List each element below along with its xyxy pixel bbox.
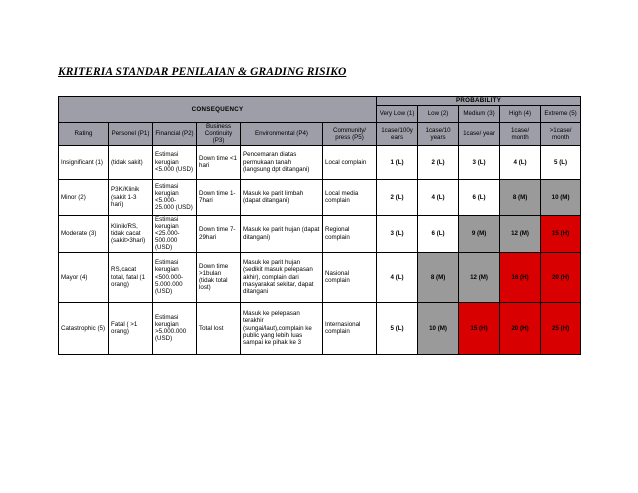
business-continuity-cell: Down time >1bulan (tidak total lost) — [197, 252, 241, 302]
prob-desc-high: 1case/ month — [500, 123, 541, 146]
risk-score-cell: 3 (L) — [459, 145, 500, 179]
document-title: KRITERIA STANDAR PENILAIAN & GRADING RISIKO — [58, 66, 347, 78]
business-continuity-cell: Down time 7-29hari — [197, 215, 241, 252]
risk-score-cell: 20 (H) — [541, 252, 581, 302]
prob-level-extreme: Extreme (5) — [541, 106, 581, 123]
table-row — [59, 215, 581, 252]
financial-cell: Estimasi kerugian >5.000.000 (USD) — [153, 302, 197, 354]
risk-score-cell: 8 (M) — [418, 252, 459, 302]
environmental-cell: Masuk ke parit hujan (dapat ditangani) — [241, 215, 323, 252]
table-row — [59, 179, 581, 215]
personel-cell: P3K/Klinik (sakit 1-3 hari) — [109, 179, 153, 215]
business-continuity-cell: Total lost — [197, 302, 241, 354]
community-cell: Local complain — [323, 145, 377, 179]
risk-score-cell: 4 (L) — [418, 179, 459, 215]
prob-desc-medium: 1case/ year — [459, 123, 500, 146]
col-header-environmental: Environmental (P4) — [241, 123, 323, 146]
rating-cell: Insignificant (1) — [59, 145, 109, 179]
community-cell: Internasional complain — [323, 302, 377, 354]
risk-matrix-table — [58, 96, 581, 355]
financial-cell: Estimasi kerugian <5.000-25.000 (USD) — [153, 179, 197, 215]
risk-score-cell: 6 (L) — [459, 179, 500, 215]
risk-score-cell: 16 (H) — [500, 252, 541, 302]
prob-desc-very-low: 1case/100y ears — [377, 123, 418, 146]
risk-score-cell: 12 (M) — [500, 215, 541, 252]
risk-score-cell: 2 (L) — [418, 145, 459, 179]
rating-cell: Mayor (4) — [59, 252, 109, 302]
table-row — [59, 145, 581, 179]
risk-score-cell: 15 (H) — [541, 215, 581, 252]
prob-level-low: Low (2) — [418, 106, 459, 123]
col-header-personel: Personel (P1) — [109, 123, 153, 146]
prob-level-very-low: Very Low (1) — [377, 106, 418, 123]
business-continuity-cell: Down time 1-7hari — [197, 179, 241, 215]
prob-level-high: High (4) — [500, 106, 541, 123]
consequence-header: CONSEQUENCY — [59, 97, 377, 123]
personel-cell: (tidak sakit) — [109, 145, 153, 179]
risk-score-cell: 2 (L) — [377, 179, 418, 215]
col-header-financial: Financial (P2) — [153, 123, 197, 146]
table-row — [59, 252, 581, 302]
financial-cell: Estimasi kerugian <25.000-500.000 (USD) — [153, 215, 197, 252]
probability-header: PROBABILITY — [377, 97, 581, 106]
risk-score-cell: 5 (L) — [541, 145, 581, 179]
environmental-cell: Masuk ke parit hujan (sedikit masuk pelepasan akhir), complain dari masyarakat sekitar, dapat ditangani — [241, 252, 323, 302]
risk-score-cell: 5 (L) — [377, 302, 418, 354]
risk-score-cell: 1 (L) — [377, 145, 418, 179]
rating-cell: Catastrophic (5) — [59, 302, 109, 354]
personel-cell: RS,cacat total, fatal (1 orang) — [109, 252, 153, 302]
risk-score-cell: 4 (L) — [377, 252, 418, 302]
risk-score-cell: 8 (M) — [500, 179, 541, 215]
risk-score-cell: 25 (H) — [541, 302, 581, 354]
risk-score-cell: 4 (L) — [500, 145, 541, 179]
col-header-business: Business Continuity (P3) — [197, 123, 241, 146]
community-cell: Nasional complain — [323, 252, 377, 302]
personel-cell: Fatal ( >1 orang) — [109, 302, 153, 354]
risk-score-cell: 10 (M) — [418, 302, 459, 354]
prob-desc-low: 1case/10 years — [418, 123, 459, 146]
col-header-community: Community/ press (P5) — [323, 123, 377, 146]
community-cell: Local media complain — [323, 179, 377, 215]
financial-cell: Estimasi kerugian <5.000 (USD) — [153, 145, 197, 179]
environmental-cell: Masuk ke parit limbah (dapat ditangani) — [241, 179, 323, 215]
environmental-cell: Masuk ke pelepasan terakhir (sungai/laut),complain ke public yang lebih luas sampai ke pihak ke 3 — [241, 302, 323, 354]
financial-cell: Estimasi kerugian <500.000- 5.000.000 (USD) — [153, 252, 197, 302]
risk-score-cell: 15 (H) — [459, 302, 500, 354]
personel-cell: Klinik/RS, tidak cacat (sakit>3hari) — [109, 215, 153, 252]
business-continuity-cell: Down time <1 hari — [197, 145, 241, 179]
risk-score-cell: 12 (M) — [459, 252, 500, 302]
col-header-rating: Rating — [59, 123, 109, 146]
risk-score-cell: 6 (L) — [418, 215, 459, 252]
risk-score-cell: 20 (H) — [500, 302, 541, 354]
risk-score-cell: 3 (L) — [377, 215, 418, 252]
risk-score-cell: 10 (M) — [541, 179, 581, 215]
prob-desc-extreme: >1case/ month — [541, 123, 581, 146]
table-row — [59, 302, 581, 354]
prob-level-medium: Medium (3) — [459, 106, 500, 123]
rating-cell: Minor (2) — [59, 179, 109, 215]
risk-score-cell: 9 (M) — [459, 215, 500, 252]
environmental-cell: Pencemaran diatas permukaan tanah (langsung dpt ditangani) — [241, 145, 323, 179]
rating-cell: Moderate (3) — [59, 215, 109, 252]
community-cell: Regional complain — [323, 215, 377, 252]
